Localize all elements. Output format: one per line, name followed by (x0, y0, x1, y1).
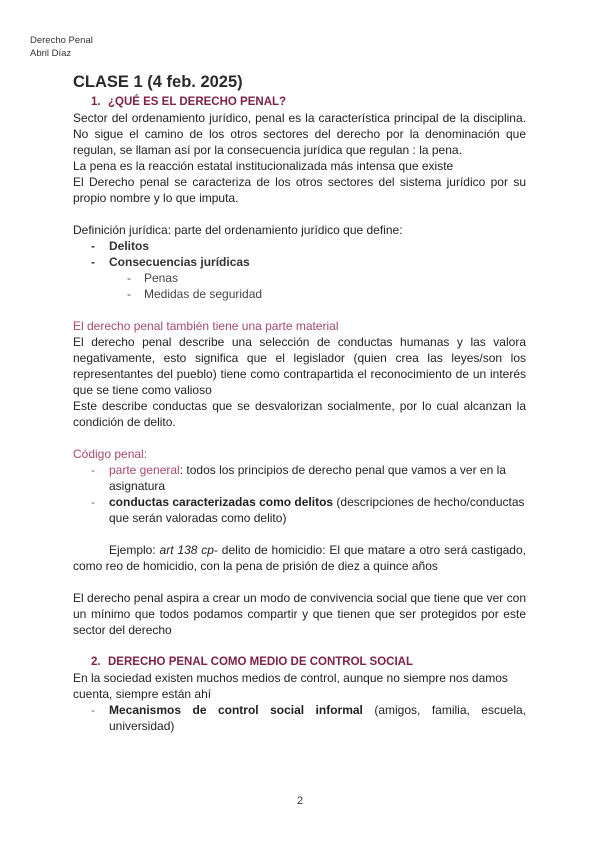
codigo-item-conductas (91, 494, 526, 526)
codigo-list (73, 462, 526, 526)
example-paragraph (73, 542, 526, 574)
material-heading: El derecho penal también tiene una parte material (73, 319, 339, 333)
section-2-heading (91, 654, 526, 670)
conductas-label: conductas caracterizadas como delitos (109, 495, 334, 509)
list-item-consecuencias: - Consecuencias jurídicas (91, 254, 526, 270)
codigo-item-parte-general (91, 462, 526, 494)
control-informal-item (91, 702, 526, 734)
material-paragraph-1: El derecho penal describe una selección de conductas humanas y las valora negativamente, esto significa que el legislador (quien crea las leyes/son los representantes del pueblo) tiene como contrapartida el reconocimiento de un interés que se tiene como valioso (73, 335, 526, 397)
codigo-heading: Código penal: (73, 447, 148, 461)
header-author: Abril Díaz (30, 47, 72, 59)
section-1-heading (91, 94, 526, 110)
page-content (73, 72, 526, 734)
sublist-item-penas: - Penas (127, 270, 526, 286)
closing-paragraph: El derecho penal aspira a crear un modo de convivencia social que tiene que ver con un mínimo que todos podamos compartir y que tienen que ser protegidos por este sector del derecho (73, 591, 526, 637)
list-item-delitos: - Delitos (91, 238, 526, 254)
page-title: CLASE 1 (4 feb. 2025) (73, 73, 243, 91)
control-informal-label: Mecanismos de control social informal (109, 703, 363, 717)
section-2-title: DERECHO PENAL COMO MEDIO DE CONTROL SOCIAL (108, 656, 413, 668)
section-1-paragraph-3: El Derecho penal se caracteriza de los otros sectores del sistema jurídico por su propio nombre y lo que imputa. (73, 175, 526, 205)
parte-general-label: parte general (109, 463, 180, 477)
section-2-list (73, 702, 526, 734)
section-1-paragraph-2: La pena es la reacción estatal institucionalizada más intensa que existe (73, 159, 454, 173)
section-2-number: 2. (91, 656, 101, 668)
sublist-item-medidas: - Medidas de seguridad (127, 286, 526, 302)
page-number: 2 (296, 795, 304, 807)
section-1-number: 1. (91, 96, 101, 108)
example-prefix: Ejemplo: (109, 543, 160, 557)
section-1-paragraph-1: Sector del ordenamiento jurídico, penal es la característica principal de la disciplina. No sigue el camino de los otros sectores del derecho por la denominación que regulan, se llaman así por la consecuencia jurídica que regulan : la pena. (73, 111, 526, 157)
header-course: Derecho Penal (30, 35, 93, 46)
consequences-sublist (73, 270, 526, 302)
page-header (30, 35, 93, 60)
parte-general-text: : todos los principios de derecho penal que vamos a ver en la asignatura (109, 463, 506, 493)
definition-line: Definición jurídica: parte del ordenamiento jurídico que define: (73, 223, 403, 237)
conductas-text: (descripciones de hecho/conductas que serán valoradas como delito) (109, 495, 525, 525)
material-paragraph-2: Este describe conductas que se desvalorizan socialmente, por lo cual alcanzan la condición de delito. (73, 399, 526, 429)
section-1-title: ¿QUÉ ES EL DERECHO PENAL? (108, 96, 287, 108)
example-article: art 138 cp (159, 543, 214, 557)
definition-list (73, 238, 526, 270)
control-informal-text: (amigos, familia, escuela, universidad) (109, 703, 526, 733)
example-text: - delito de homicidio: El que matare a otro será castigado, como reo de homicidio, con la pena de prisión de diez a quince años (73, 543, 526, 573)
section-2-paragraph-1: En la sociedad existen muchos medios de control, aunque no siempre nos damos cuenta, siempre están ahí (73, 671, 508, 701)
